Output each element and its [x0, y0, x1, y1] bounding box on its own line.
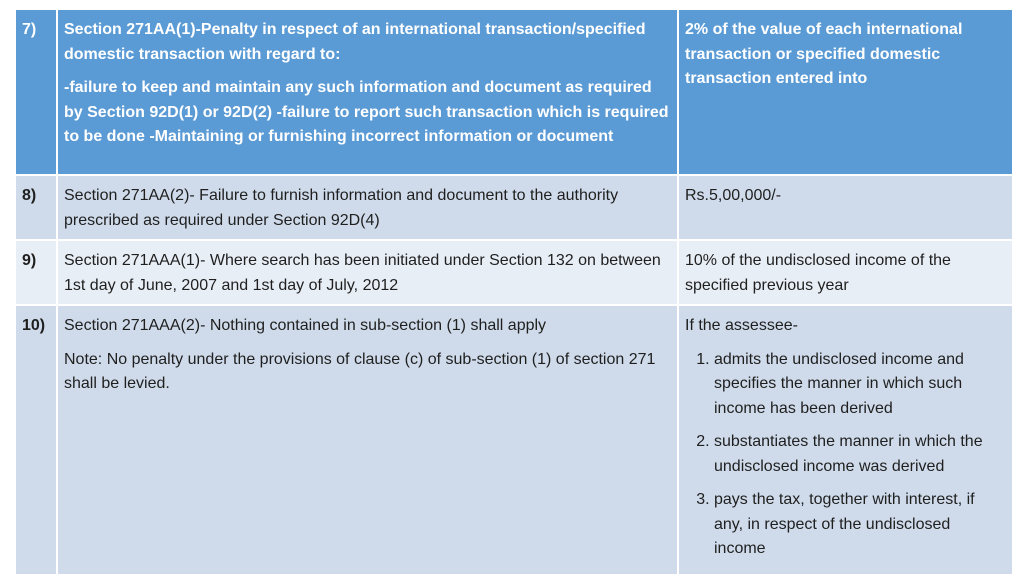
section-description: [57, 9, 678, 175]
penalty-conditions: [678, 305, 1013, 575]
table-row-10: [15, 305, 1013, 575]
description-paragraph: Section 271AA(1)-Penalty in respect of an international transaction/specified domestic transaction with regard to:: [64, 21, 646, 63]
condition-item: 2. substantiates the manner in which the undisclosed income was derived: [714, 430, 1006, 479]
table-row-8: [15, 175, 1013, 240]
note-paragraph: Note: No penalty under the provisions of clause (c) of sub-section (1) of section 271 shall be levied.: [64, 350, 656, 392]
section-description: [57, 175, 678, 240]
row-number: 8): [15, 175, 57, 240]
conditions-intro: If the assessee-: [685, 317, 798, 334]
penalty-table: [14, 8, 1014, 576]
row-number: 10): [15, 305, 57, 575]
description-paragraph: -failure to keep and maintain any such information and document as required by Section 92D(1) or 92D(2) -failure to report such transaction which is required to be done -Maintaining or furnishing incorrect information or document: [64, 79, 669, 145]
section-description: [57, 240, 678, 305]
penalty-amount: 10% of the undisclosed income of the specified previous year: [678, 240, 1013, 305]
penalty-amount: 2% of the value of each international transaction or specified domestic transaction entered into: [678, 9, 1013, 175]
row-number: 9): [15, 240, 57, 305]
penalty-amount: Rs.5,00,000/-: [678, 175, 1013, 240]
conditions-list: [685, 348, 1006, 562]
condition-item: 3. pays the tax, together with interest, if any, in respect of the undisclosed income: [714, 488, 1006, 562]
table-row-9: [15, 240, 1013, 305]
description-paragraph: Section 271AAA(1)- Where search has been initiated under Section 132 on between 1st day of June, 2007 and 1st day of July, 2012: [64, 252, 661, 294]
section-description: [57, 305, 678, 575]
description-paragraph: Section 271AA(2)- Failure to furnish information and document to the authority prescribed as required under Section 92D(4): [64, 187, 619, 229]
condition-item: 1. admits the undisclosed income and specifies the manner in which such income has been derived: [714, 348, 1006, 422]
row-number: 7): [15, 9, 57, 175]
description-paragraph: Section 271AAA(2)- Nothing contained in sub-section (1) shall apply: [64, 317, 547, 334]
table-row-7: [15, 9, 1013, 175]
